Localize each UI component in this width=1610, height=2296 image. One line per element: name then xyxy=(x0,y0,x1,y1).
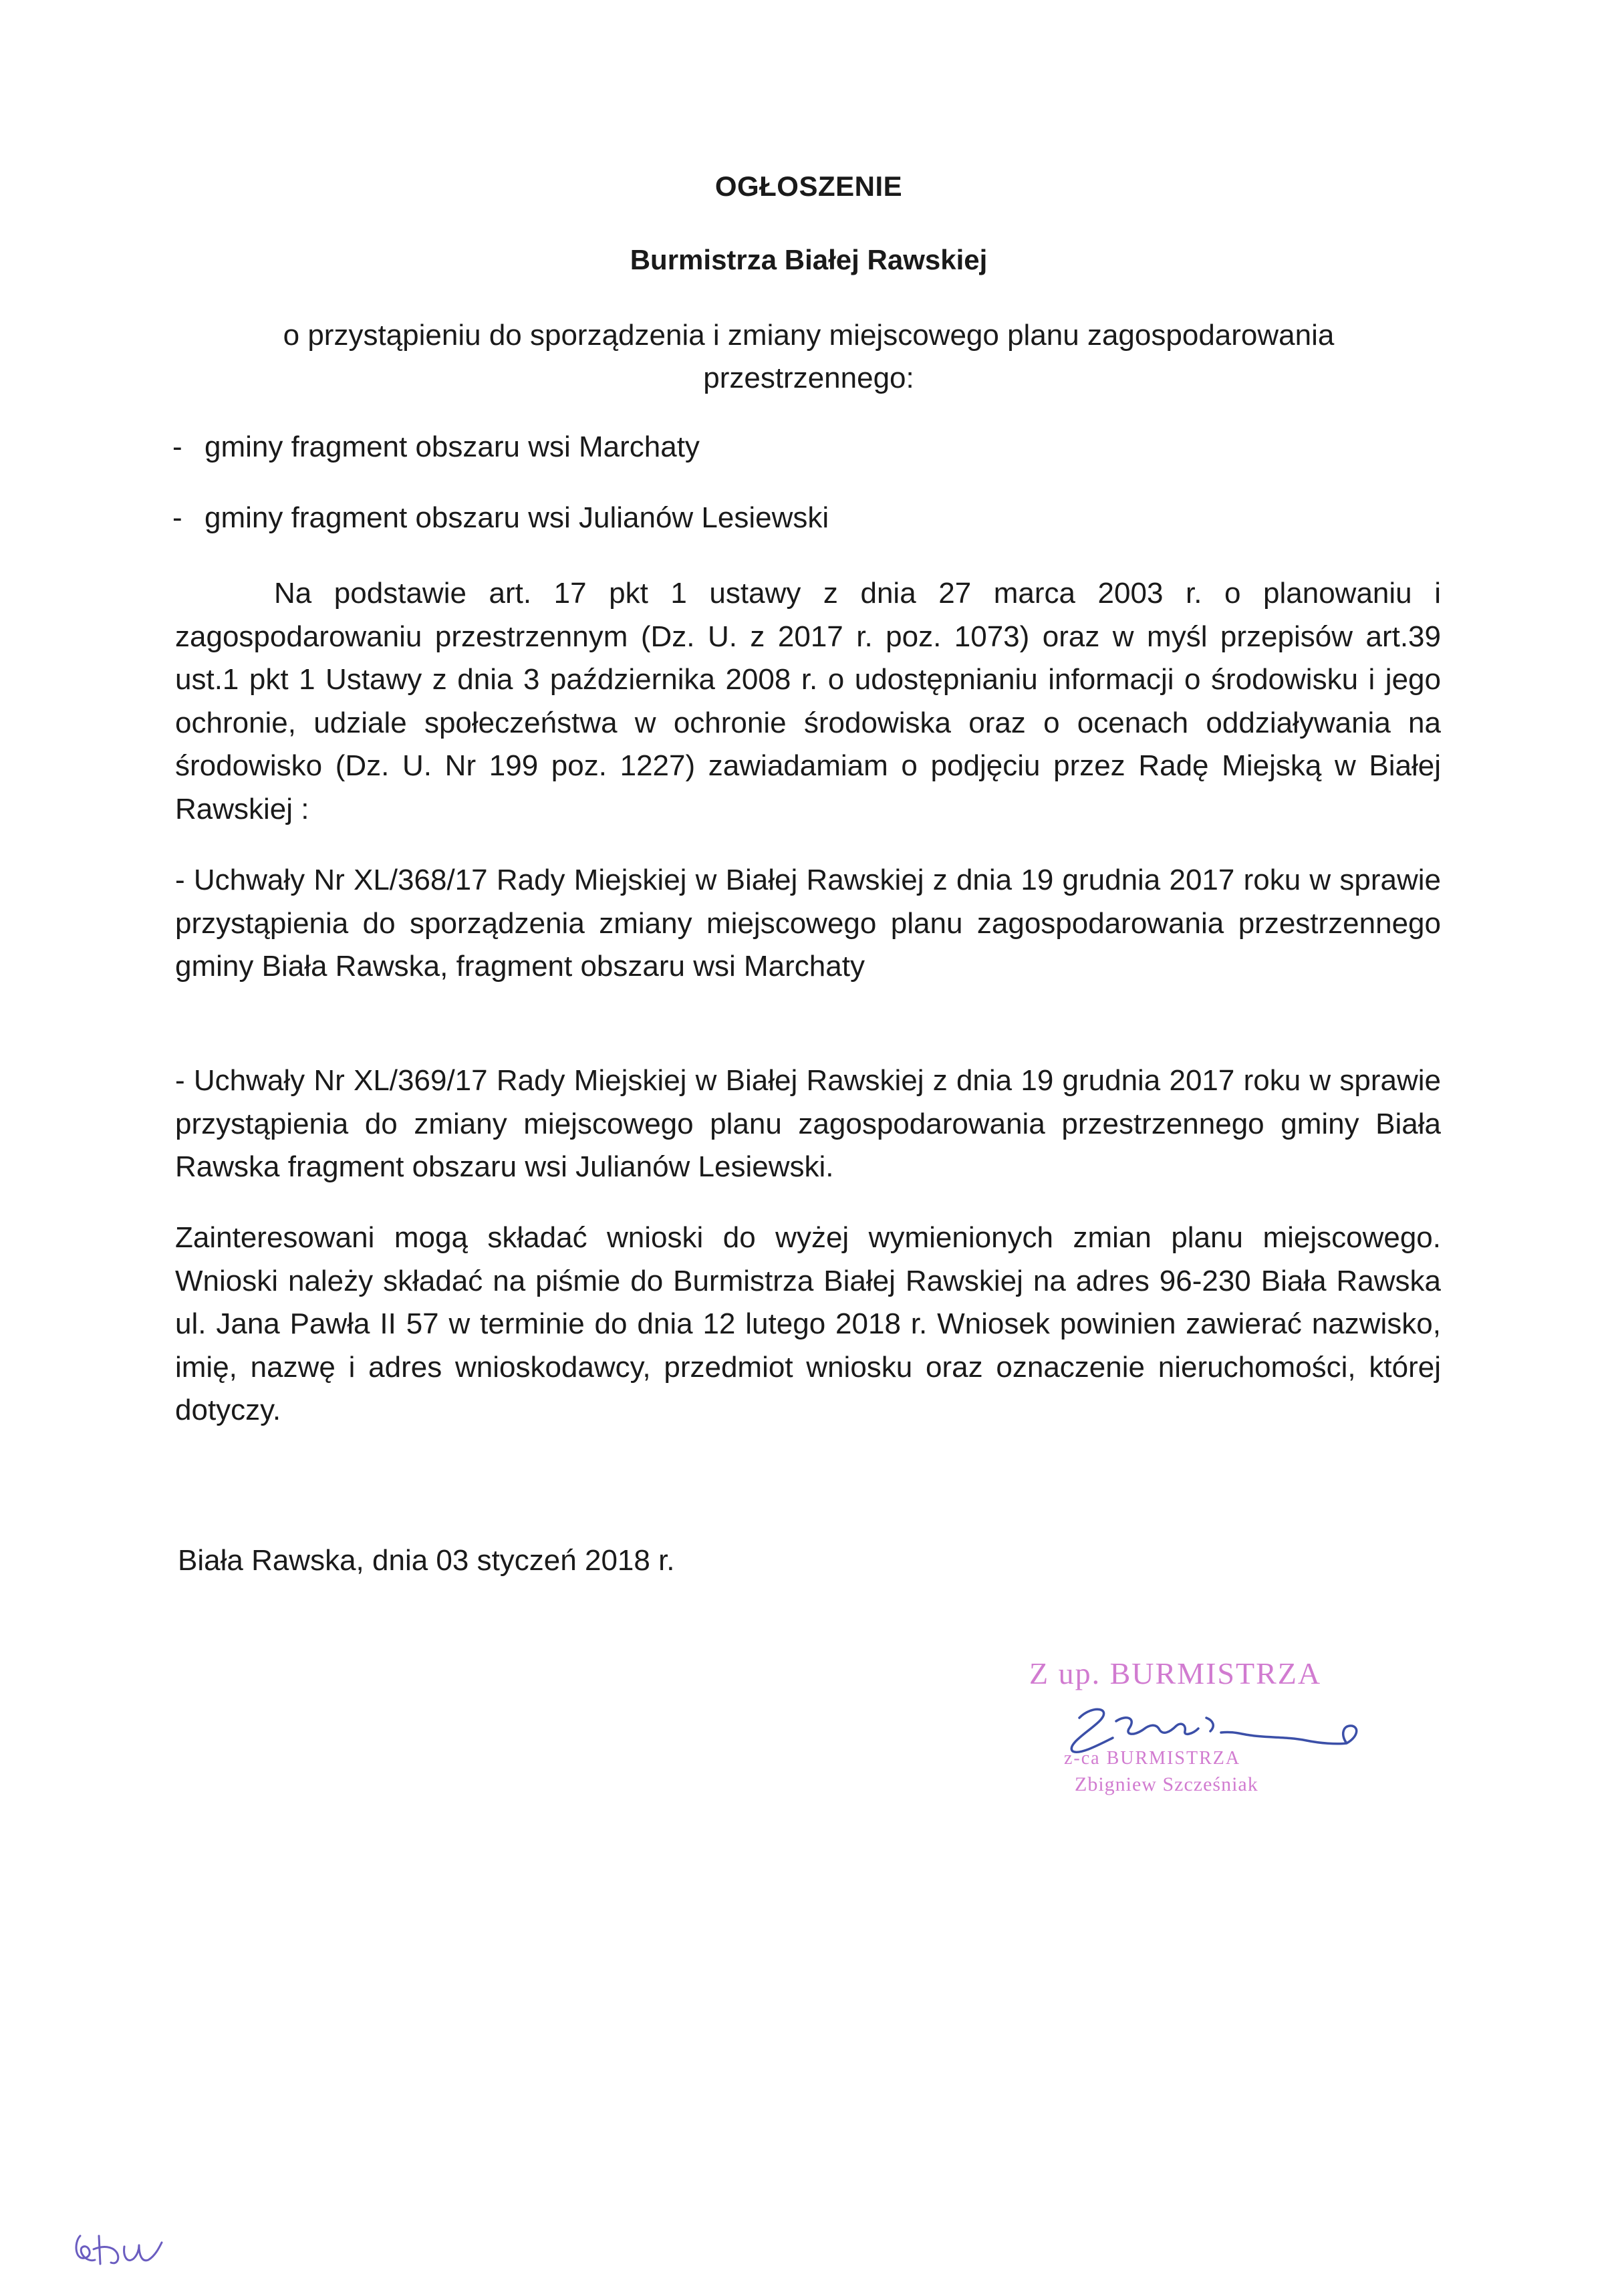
document-title: OGŁOSZENIE xyxy=(714,170,903,202)
bullet-dash: - xyxy=(172,501,182,534)
handwritten-initials xyxy=(67,2216,174,2276)
place-and-date: Biała Rawska, dnia 03 styczeń 2018 r. xyxy=(178,1544,675,1577)
document-intro: o przystąpieniu do sporządzenia i zmiany miejscowego planu zagospodarowania przestrzennego: xyxy=(283,319,1335,394)
stamp-title-line: z-ca BURMISTRZA xyxy=(1064,1748,1241,1769)
bullet-item-marchaty xyxy=(172,430,700,464)
resolution-paragraph-2: - Uchwały Nr XL/369/17 Rady Miejskiej w Białej Rawskiej z dnia 19 grudnia 2017 roku w sprawie przystąpienia do zmiany miejscowego planu zagospodarowania przestrzennego gminy Biała Rawska fragment obszaru wsi Julianów Lesiewski. xyxy=(175,1064,1441,1183)
stamp-name-line: Zbigniew Szcześniak xyxy=(1075,1773,1258,1795)
resolution-paragraph-1: - Uchwały Nr XL/368/17 Rady Miejskiej w Białej Rawskiej z dnia 19 grudnia 2017 roku w sprawie przystąpienia do sporządzenia zmiany miejscowego planu zagospodarowania przestrzennego gminy Biała Rawska, fragment obszaru wsi Marchaty xyxy=(175,864,1441,983)
handwritten-signature xyxy=(1053,1691,1373,1765)
bullet-text: gminy fragment obszaru wsi Julianów Lesiewski xyxy=(205,501,829,534)
bullet-text: gminy fragment obszaru wsi Marchaty xyxy=(205,430,700,463)
applications-paragraph: Zainteresowani mogą składać wnioski do wyżej wymienionych zmian planu miejscowego. Wnioski należy składać na piśmie do Burmistrza Białej Rawskiej na adres 96-230 Biała Rawska ul. Jana Pawła II 57 w terminie do dnia 12 lutego 2018 r. Wniosek powinien zawierać nazwisko, imię, nazwę i adres wnioskodawcy, przedmiot wniosku oraz oznaczenie nieruchomości, której dotyczy. xyxy=(175,1221,1441,1426)
legal-basis-paragraph: Na podstawie art. 17 pkt 1 ustawy z dnia 27 marca 2003 r. o planowaniu i zagospodarowaniu przestrzennym (Dz. U. z 2017 r. poz. 1073) oraz w myśl przepisów art.39 ust.1 pkt 1 Ustawy z dnia 3 października 2008 r. o udostępnianiu informacji o środowisku i jego ochronie, udziale społeczeństwa w ochronie środowiska oraz o ocenach oddziaływania na środowisko (Dz. U. Nr 199 poz. 1227) zawiadamiam o podjęciu przez Radę Miejską w Białej Rawskiej : xyxy=(175,577,1441,825)
document-subtitle: Burmistrza Białej Rawskiej xyxy=(630,244,988,275)
bullet-item-julianow xyxy=(172,501,829,535)
bullet-dash: - xyxy=(172,430,182,463)
stamp-authority-line: Z up. BURMISTRZA xyxy=(1029,1656,1322,1690)
